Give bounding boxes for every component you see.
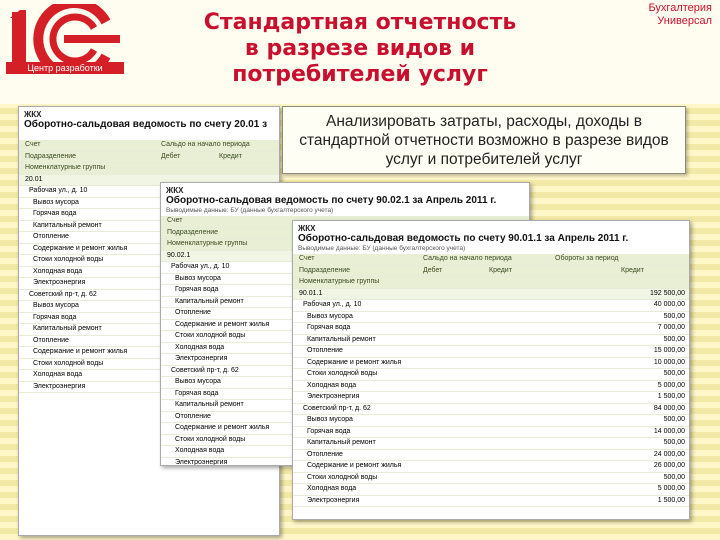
row-value: 1 500,00: [657, 496, 685, 504]
row-name: Содержание и ремонт жилья: [33, 348, 128, 355]
table-row[interactable]: [293, 427, 689, 439]
slide-title: [150, 10, 570, 88]
title-line: Стандартная отчетность: [203, 10, 517, 35]
row-name: Стоки холодной воды: [33, 256, 104, 263]
group-row[interactable]: [293, 404, 689, 416]
row-name: Холодная вода: [175, 447, 225, 454]
row-name: Электроэнергия: [33, 382, 86, 390]
table-row[interactable]: [293, 381, 689, 393]
title-line: потребителей услуг: [232, 62, 488, 87]
callout-box: Анализировать затраты, расходы, доходы в стандартной отчетности возможно в разрезе видов услуг и потребителей услуг: [282, 106, 686, 174]
row-name: Электроэнергия: [175, 355, 228, 362]
row-name: Содержание и ремонт жилья: [175, 424, 270, 431]
product-line: Универсал: [657, 15, 712, 27]
row-name: Горячая вода: [175, 286, 219, 293]
row-name: Отопление: [307, 347, 343, 354]
row-name: Вывоз мусора: [33, 302, 79, 309]
report-title: Оборотно-сальдовая ведомость по счету 90.02.1 за Апрель 2011 г.: [166, 195, 497, 206]
header-cell: Кредит: [219, 152, 242, 160]
row-name: Капитальный ремонт: [175, 401, 244, 408]
report-subtitle: Выводимые данные: БУ (данные бухгалтерского учета): [166, 207, 334, 214]
table-row[interactable]: [293, 312, 689, 324]
row-name: Отопление: [33, 336, 69, 344]
header-cell: Сальдо на начало периода: [161, 141, 250, 148]
table-row[interactable]: [293, 496, 689, 508]
row-name: Стоки холодной воды: [33, 359, 104, 367]
product-line: Бухгалтерия: [648, 2, 712, 14]
row-name: Отопление: [33, 233, 69, 240]
row-value: 5 000,00: [657, 485, 685, 492]
table-row[interactable]: [293, 473, 689, 485]
header-cell: Номенклатурные группы: [25, 164, 106, 171]
row-name: Холодная вода: [307, 485, 357, 492]
report-sheet-90011: [292, 220, 690, 520]
table-row[interactable]: [293, 392, 689, 404]
row-value: 500,00: [663, 416, 685, 423]
product-name: [648, 2, 712, 28]
row-name: Горячая вода: [33, 313, 77, 321]
row-value: 14 000,00: [653, 427, 685, 435]
row-name: Электроэнергия: [307, 496, 360, 504]
row-name: Стоки холодной воды: [175, 332, 246, 339]
header-cell: Счет: [167, 217, 183, 224]
header-cell: Дебет: [423, 266, 443, 274]
row-name: Советский пр-т, д. 62: [303, 404, 371, 412]
report-subtitle: [19, 130, 279, 140]
row-name: Содержание и ремонт жилья: [307, 462, 402, 469]
row-name: Электроэнергия: [307, 393, 360, 400]
row-name: Стоки холодной воды: [307, 370, 378, 377]
row-name: Капитальный ремонт: [175, 297, 244, 305]
table-header-row: [293, 266, 689, 278]
row-name: Электроэнергия: [175, 458, 228, 466]
row-name: Холодная вода: [33, 371, 83, 378]
row-value: 500,00: [663, 335, 685, 343]
logo-caption: Центр разработки: [6, 62, 124, 74]
header-cell: Номенклатурные группы: [167, 240, 248, 247]
row-name: Рабочая ул., д. 10: [171, 263, 230, 270]
row-name: Советский пр-т, д. 62: [171, 366, 239, 374]
header-cell: Кредит: [489, 266, 512, 274]
row-name: Рабочая ул., д. 10: [29, 187, 88, 194]
row-name: Горячая вода: [307, 427, 351, 435]
header-cell: Подразделение: [167, 228, 219, 236]
account-row[interactable]: [293, 289, 689, 301]
row-name: Содержание и ремонт жилья: [33, 244, 128, 252]
header-cell: Подразделение: [25, 152, 77, 160]
row-name: Холодная вода: [175, 343, 225, 351]
org-name: ЖКХ: [24, 110, 42, 119]
report-title: Оборотно-сальдовая ведомость по счету 90.01.1 за Апрель 2011 г.: [298, 233, 629, 244]
row-value: 500,00: [663, 370, 685, 377]
account-cell: 90.02.1: [167, 251, 191, 259]
row-value: 40 000,00: [653, 301, 685, 308]
row-name: Горячая вода: [307, 324, 351, 331]
table-row[interactable]: [293, 369, 689, 381]
row-value: 1 500,00: [657, 393, 685, 400]
row-value: 500,00: [663, 473, 685, 481]
table-header-row: [19, 163, 279, 175]
header-cell: Дебет: [161, 152, 181, 160]
row-name: Стоки холодной воды: [175, 435, 246, 443]
table-header-row: [293, 254, 689, 266]
row-value: 84 000,00: [653, 404, 685, 412]
table-body: [293, 300, 689, 507]
row-name: Содержание и ремонт жилья: [307, 358, 402, 366]
account-cell: 20.01: [25, 175, 43, 183]
row-name: Капитальный ремонт: [33, 221, 102, 229]
row-name: Капитальный ремонт: [307, 335, 376, 343]
row-name: Отопление: [175, 412, 211, 420]
table-row[interactable]: [293, 335, 689, 347]
row-value: 500,00: [663, 312, 685, 320]
slide-header: [0, 0, 720, 104]
table-header-row: [19, 152, 279, 164]
row-value: 7 000,00: [657, 324, 685, 331]
row-name: Вывоз мусора: [307, 312, 353, 320]
row-name: Вывоз мусора: [307, 416, 353, 423]
header-cell: Номенклатурные группы: [299, 278, 380, 285]
header-cell: [555, 266, 621, 277]
row-name: Горячая вода: [33, 210, 77, 217]
row-value: 5 000,00: [657, 381, 685, 389]
row-name: Вывоз мусора: [175, 274, 221, 282]
row-name: Вывоз мусора: [33, 198, 79, 206]
row-name: Холодная вода: [307, 381, 357, 389]
header-cell: Обороты за период: [555, 255, 619, 262]
row-name: Рабочая ул., д. 10: [303, 301, 362, 308]
table-row[interactable]: [293, 346, 689, 358]
header-cell: Кредит: [621, 266, 644, 274]
header-cell: Сальдо на начало периода: [423, 255, 512, 262]
header-cell: Счет: [25, 141, 41, 148]
account-value: 192 500,00: [649, 289, 685, 297]
row-value: 15 000,00: [653, 347, 685, 354]
table-row[interactable]: [293, 461, 689, 473]
row-name: Капитальный ремонт: [307, 439, 376, 446]
row-name: Отопление: [307, 450, 343, 458]
table-header-row: [19, 140, 279, 152]
row-name: Электроэнергия: [33, 279, 86, 286]
table-row[interactable]: [293, 484, 689, 496]
table-row[interactable]: [293, 415, 689, 427]
title-line: в разрезе видов и: [244, 36, 476, 61]
row-name: Советский пр-т, д. 62: [29, 290, 97, 298]
row-value: 24 000,00: [653, 450, 685, 458]
table-row[interactable]: [293, 358, 689, 370]
row-name: Капитальный ремонт: [33, 325, 102, 332]
table-row[interactable]: [293, 438, 689, 450]
row-name: Отопление: [175, 309, 211, 316]
row-name: Содержание и ремонт жилья: [175, 320, 270, 328]
header-cell: Счет: [299, 255, 315, 262]
row-name: Стоки холодной воды: [307, 473, 378, 481]
header-cell: Подразделение: [299, 266, 351, 274]
table-row[interactable]: [293, 323, 689, 335]
report-title: Оборотно-сальдовая ведомость по счету 20.01 з: [24, 119, 268, 130]
report-subtitle: Выводимые данные: БУ (данные бухгалтерского учета): [298, 245, 466, 252]
account-cell: 90.01.1: [299, 289, 323, 297]
table-header-row: [293, 277, 689, 289]
row-value: 10 000,00: [653, 358, 685, 366]
row-name: Горячая вода: [175, 389, 219, 397]
org-name: ЖКХ: [298, 224, 316, 233]
row-name: Вывоз мусора: [175, 378, 221, 385]
row-name: Холодная вода: [33, 267, 83, 275]
table-row[interactable]: [293, 450, 689, 462]
row-value: 26 000,00: [653, 462, 685, 469]
group-row[interactable]: [293, 300, 689, 312]
row-value: 500,00: [663, 439, 685, 446]
org-name: ЖКХ: [166, 186, 184, 195]
